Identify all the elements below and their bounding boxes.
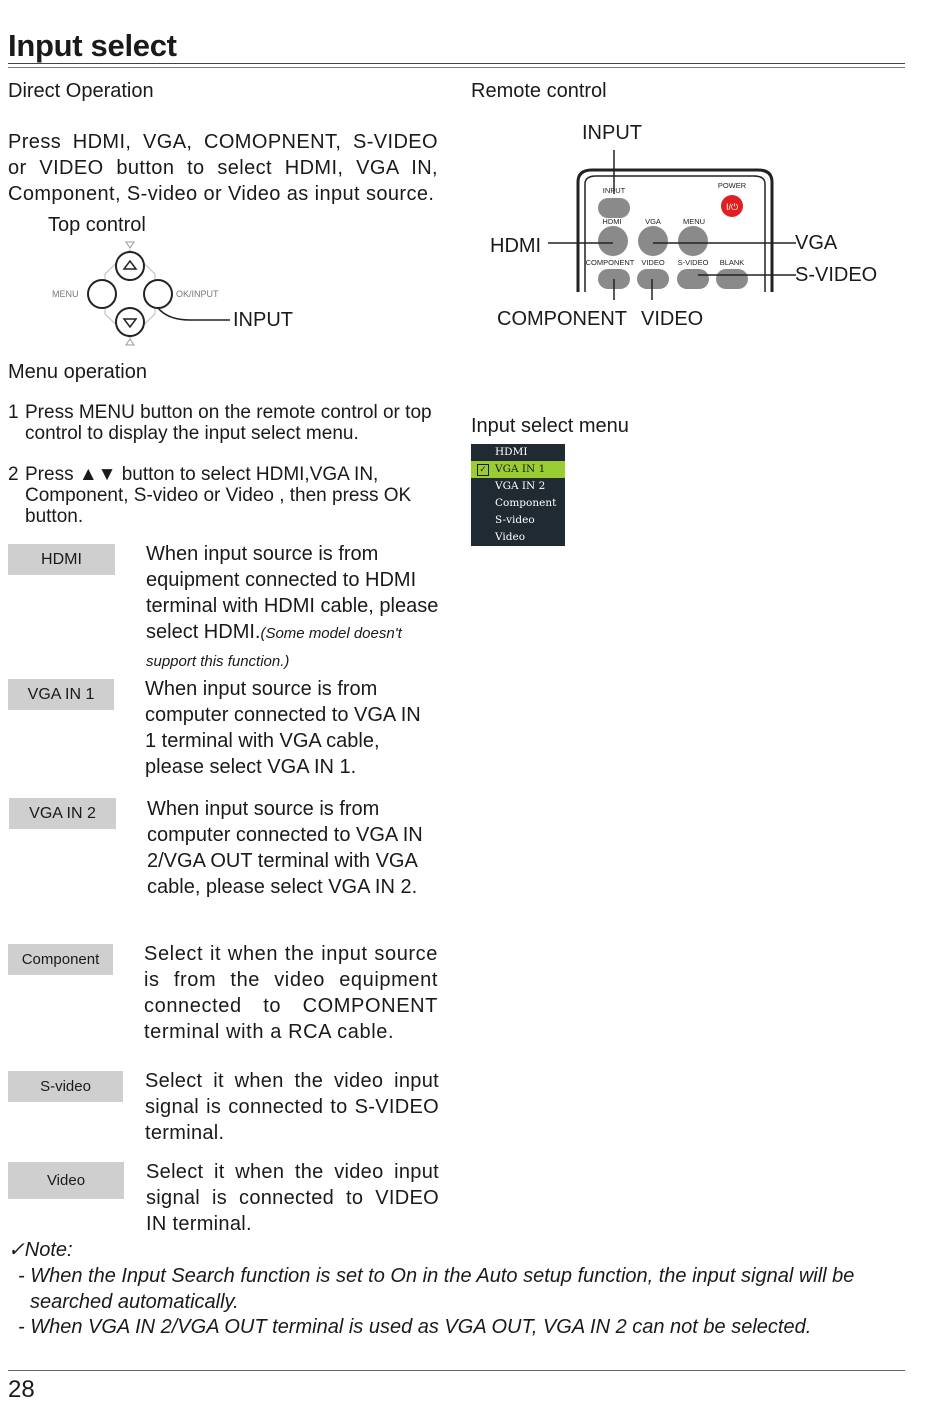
remote-control-heading: Remote control <box>471 80 607 102</box>
remote-svideo-callout: S-VIDEO <box>795 264 878 286</box>
page-number: 28 <box>8 1376 35 1403</box>
menu-item-label: Video <box>495 531 526 543</box>
ok-input-label: OK/INPUT <box>176 289 219 299</box>
menu-item-label: VGA IN 1 <box>495 463 546 475</box>
input-callout-line <box>158 308 230 320</box>
remote-vga-button[interactable] <box>638 226 668 256</box>
source-desc-hdmi <box>146 541 446 675</box>
title-rule-thin <box>8 67 905 68</box>
step2-text: Press ▲▼ button to select HDMI,VGA IN, Component, S-video or Video , then press OK button. <box>25 464 412 527</box>
source-desc-s-video: Select it when the video input signal is connected to S-VIDEO terminal. <box>145 1070 439 1144</box>
source-label-component: Component <box>8 944 113 975</box>
menu-item-hdmi[interactable] <box>471 444 565 461</box>
remote-btn-video-label: VIDEO <box>641 258 665 267</box>
down-button[interactable] <box>116 308 144 336</box>
title-rule <box>8 63 905 64</box>
top-control-input-callout: INPUT <box>233 309 293 331</box>
direct-operation-text: Press HDMI, VGA, COMOPNENT, S-VIDEO or VIDEO button to select HDMI, VGA IN, Component, S-video or Video as input source. <box>8 131 438 205</box>
input-select-menu <box>471 444 565 546</box>
remote-btn-menu-label: MENU <box>682 217 706 226</box>
remote-btn-vga-label: VGA <box>645 217 661 226</box>
step1-text: Press MENU button on the remote control or top control to display the input select menu. <box>25 402 432 444</box>
source-desc-note: (Some model doesn't support this function.) <box>146 625 402 670</box>
remote-hdmi-button[interactable] <box>598 226 628 256</box>
remote-input-callout: INPUT <box>582 122 642 144</box>
menu-item-label: Component <box>495 497 557 509</box>
up-arrow-mark-icon <box>126 242 134 248</box>
ok-input-button[interactable] <box>144 280 172 308</box>
menu-item-label: S-video <box>495 514 535 526</box>
source-label-vga-in-2: VGA IN 2 <box>9 798 116 829</box>
source-desc-vga-in-1: When input source is from computer connected to VGA IN 1 terminal with VGA cable, please select VGA IN 1. <box>145 678 421 778</box>
remote-control-diagram <box>540 140 800 300</box>
menu-operation-heading: Menu operation <box>8 361 147 383</box>
menu-label: MENU <box>52 289 79 299</box>
remote-hdmi-callout: HDMI <box>490 235 542 257</box>
remote-btn-input-label: INPUT <box>602 186 626 195</box>
remote-svideo-button[interactable] <box>677 269 709 289</box>
direct-operation-heading: Direct Operation <box>8 80 154 102</box>
remote-component-callout: COMPONENT <box>497 308 627 330</box>
menu-item-component[interactable] <box>471 495 565 512</box>
source-desc-text: When input source is from equipment connected to HDMI terminal with HDMI cable, please select HDMI. <box>146 543 439 643</box>
source-desc-component: Select it when the input source is from the video equipment connected to COMPONENT terminal with a RCA cable. <box>144 943 438 1043</box>
step1-number: 1 <box>8 402 19 423</box>
remote-menu-button[interactable] <box>678 226 708 256</box>
note-item-1: - When the Input Search function is set to On in the Auto setup function, the input signal will be searched automatically. <box>18 1265 855 1313</box>
menu-item-label: HDMI <box>495 446 528 458</box>
menu-item-vga-in-1[interactable] <box>471 461 565 478</box>
top-control-label: Top control <box>48 214 146 236</box>
menu-button[interactable] <box>88 280 116 308</box>
menu-item-label: VGA IN 2 <box>495 480 546 492</box>
source-label-video: Video <box>8 1162 124 1199</box>
source-label-vga-in-1: VGA IN 1 <box>8 679 114 710</box>
top-control-diagram <box>40 238 310 350</box>
remote-btn-component-label: COMPONENT <box>585 258 635 267</box>
check-icon: ✓ <box>477 464 489 476</box>
source-desc-video: Select it when the video input signal is connected to VIDEO IN terminal. <box>146 1161 439 1235</box>
remote-blank-button[interactable] <box>716 269 748 289</box>
note-item-2: - When VGA IN 2/VGA OUT terminal is used as VGA OUT, VGA IN 2 can not be selected. <box>18 1316 812 1338</box>
menu-item-video[interactable] <box>471 529 565 546</box>
input-select-menu-heading: Input select menu <box>471 415 629 437</box>
source-label-s-video: S-video <box>8 1071 123 1102</box>
note-heading: ✓Note: <box>8 1239 73 1261</box>
remote-btn-power-label: POWER <box>717 181 747 190</box>
remote-btn-hdmi-label: HDMI <box>602 217 622 226</box>
page-title: Input select <box>8 28 177 63</box>
remote-input-button[interactable] <box>598 198 630 218</box>
remote-video-button[interactable] <box>637 269 669 289</box>
menu-item-s-video[interactable] <box>471 512 565 529</box>
up-button[interactable] <box>116 252 144 280</box>
down-arrow-mark-icon <box>126 339 134 345</box>
step2-number: 2 <box>8 464 19 485</box>
menu-item-vga-in-2[interactable] <box>471 478 565 495</box>
remote-btn-svideo-label: S-VIDEO <box>677 258 709 267</box>
power-icon: I/⏻ <box>725 202 739 212</box>
source-desc-vga-in-2: When input source is from computer connected to VGA IN 2/VGA OUT terminal with VGA cable, please select VGA IN 2. <box>147 798 423 898</box>
remote-video-callout: VIDEO <box>641 308 704 330</box>
remote-vga-callout: VGA <box>795 232 838 254</box>
footer-rule <box>8 1370 905 1371</box>
remote-btn-blank-label: BLANK <box>719 258 745 267</box>
source-label-hdmi: HDMI <box>8 544 115 575</box>
